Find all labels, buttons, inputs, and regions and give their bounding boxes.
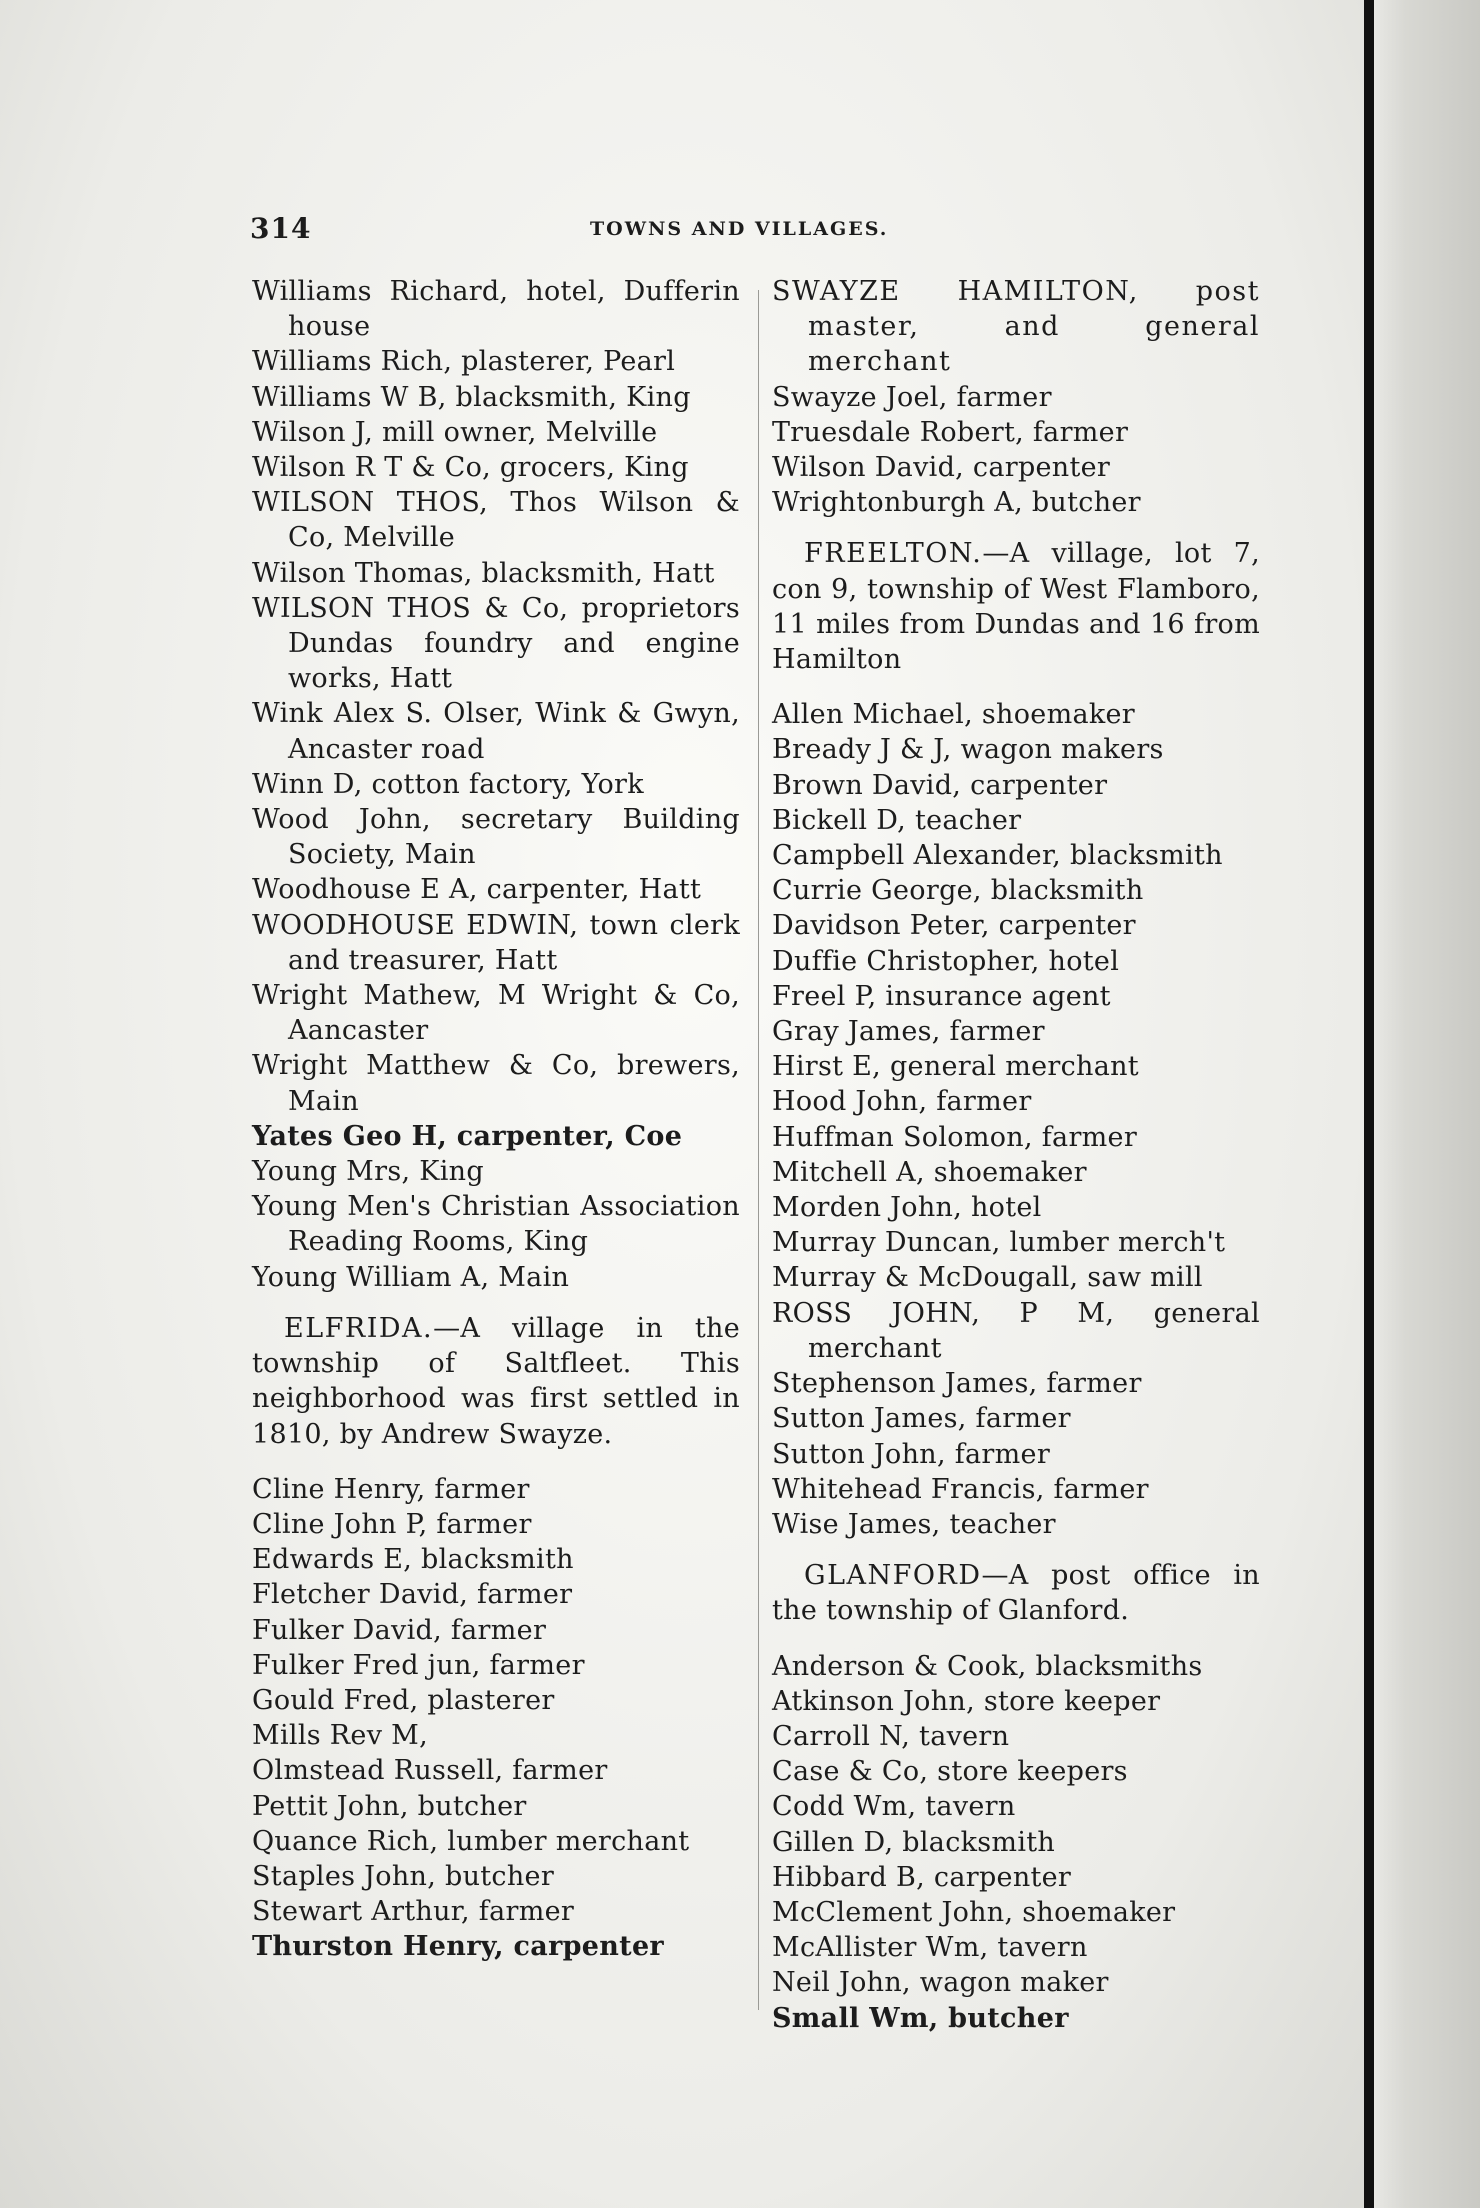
directory-entry: Fulker David, farmer: [252, 1614, 547, 1646]
directory-entry: Olmstead Russell, farmer: [252, 1755, 608, 1787]
directory-entry: Young Mrs, King: [252, 1156, 484, 1188]
right-column: [772, 274, 1260, 2036]
directory-entry: Wright Mathew, M Wright & Co, Aancaster: [252, 980, 740, 1047]
directory-entry: Stephenson James, farmer: [772, 1368, 1142, 1400]
directory-entry: Small Wm, butcher: [772, 2002, 1069, 2034]
section-title: ELFRIDA.: [284, 1312, 434, 1344]
directory-entry: Thurston Henry, carpenter: [252, 1931, 664, 1963]
page-number: 314: [250, 212, 312, 245]
directory-entry: Neil John, wagon maker: [772, 1967, 1109, 1999]
directory-entry: Sutton John, farmer: [772, 1438, 1051, 1470]
section-title: FREELTON.: [804, 538, 983, 570]
directory-entry: Sutton James, farmer: [772, 1403, 1071, 1435]
directory-entry: Yates Geo H, carpenter, Coe: [252, 1120, 683, 1152]
directory-entry: Mills Rev M,: [252, 1720, 428, 1752]
directory-entry: Fletcher David, farmer: [252, 1579, 573, 1611]
directory-entry: Wilson David, carpenter: [772, 452, 1111, 484]
directory-entry: Mitchell A, shoemaker: [772, 1156, 1087, 1188]
directory-entry: Quance Rich, lumber merchant: [252, 1825, 690, 1857]
directory-entry: Wilson Thomas, blacksmith, Hatt: [252, 557, 715, 589]
directory-entry: WILSON THOS, Thos Wilson & Co, Melville: [252, 487, 740, 554]
directory-entry: Wilson R T & Co, grocers, King: [252, 452, 689, 484]
directory-entry: WILSON THOS & Co, proprietors Dundas foundry and engine works, Hatt: [252, 592, 740, 695]
directory-entry: Allen Michael, shoemaker: [772, 699, 1136, 731]
directory-entry: Codd Wm, tavern: [772, 1791, 1016, 1823]
directory-entry: SWAYZE HAMILTON, post master, and general merchant: [772, 276, 1260, 378]
directory-entry: Bickell D, teacher: [772, 804, 1022, 836]
left-column: [252, 274, 740, 1965]
directory-entry: Carroll N, tavern: [772, 1720, 1010, 1752]
directory-entry: Swayze Joel, farmer: [772, 381, 1052, 413]
page-header: [250, 212, 1260, 248]
directory-entry: Wilson J, mill owner, Melville: [252, 416, 658, 448]
directory-entry: McAllister Wm, tavern: [772, 1932, 1088, 1964]
section-title: GLANFORD: [804, 1560, 982, 1592]
directory-entry: Woodhouse E A, carpenter, Hatt: [252, 874, 702, 906]
directory-entry: Cline John P, farmer: [252, 1508, 532, 1540]
directory-entry: McClement John, shoemaker: [772, 1896, 1176, 1928]
directory-entry: Gould Fred, plasterer: [252, 1684, 555, 1716]
directory-entry: Edwards E, blacksmith: [252, 1544, 574, 1576]
directory-entry: Stewart Arthur, farmer: [252, 1896, 575, 1928]
facing-page-margin: [1374, 0, 1480, 2208]
section-description: —A village, lot 7, con 9, township of West Flamboro, 11 miles from Dundas and 16 from Hamilton: [772, 538, 1260, 676]
running-head: TOWNS AND VILLAGES.: [590, 218, 889, 240]
section-description: —A post office in the township of Glanford.: [772, 1560, 1260, 1627]
directory-entry: Young William A, Main: [252, 1261, 570, 1293]
directory-entry: Davidson Peter, carpenter: [772, 910, 1136, 942]
directory-entry: Case & Co, store keepers: [772, 1756, 1128, 1788]
directory-entry: Cline Henry, farmer: [252, 1473, 530, 1505]
directory-entry: Hibbard B, carpenter: [772, 1861, 1072, 1893]
directory-entry: Wink Alex S. Olser, Wink & Gwyn, Ancaster road: [252, 698, 740, 765]
directory-entry: Anderson & Cook, blacksmiths: [772, 1650, 1203, 1682]
directory-entry: Wood John, secretary Building Society, Main: [252, 804, 740, 871]
directory-entry: Young Men's Christian Association Reading Rooms, King: [252, 1191, 740, 1258]
directory-entry: Wrightonburgh A, butcher: [772, 487, 1141, 519]
directory-entry: Pettit John, butcher: [252, 1790, 527, 1822]
directory-entry: Whitehead Francis, farmer: [772, 1473, 1149, 1505]
directory-entry: Hirst E, general merchant: [772, 1051, 1139, 1083]
directory-entry: Wise James, teacher: [772, 1508, 1056, 1540]
directory-entry: Williams Rich, plasterer, Pearl: [252, 346, 676, 378]
directory-entry: Huffman Solomon, farmer: [772, 1121, 1138, 1153]
directory-entry: Fulker Fred jun, farmer: [252, 1649, 585, 1681]
directory-entry: Winn D, cotton factory, York: [252, 768, 644, 800]
directory-entry: Murray Duncan, lumber merch't: [772, 1227, 1226, 1259]
directory-entry: Williams Richard, hotel, Dufferin house: [252, 276, 740, 343]
column-divider: [758, 290, 759, 2010]
directory-entry: Gray James, farmer: [772, 1016, 1045, 1048]
directory-entry: Morden John, hotel: [772, 1192, 1042, 1224]
directory-entry: Freel P, insurance agent: [772, 980, 1111, 1012]
section-freelton: [772, 536, 1260, 677]
directory-entry: Currie George, blacksmith: [772, 875, 1144, 907]
directory-entry: ROSS JOHN, P M, general merchant: [772, 1297, 1260, 1364]
directory-entry: Gillen D, blacksmith: [772, 1826, 1056, 1858]
directory-entry: Hood John, farmer: [772, 1086, 1032, 1118]
directory-entry: Staples John, butcher: [252, 1860, 555, 1892]
directory-entry: Truesdale Robert, farmer: [772, 416, 1129, 448]
directory-entry: Bready J & J, wagon makers: [772, 734, 1164, 766]
directory-entry: Williams W B, blacksmith, King: [252, 381, 691, 413]
directory-entry: Murray & McDougall, saw mill: [772, 1262, 1203, 1294]
section-glanford: [772, 1558, 1260, 1628]
section-description: —A village in the township of Saltfleet. This neighborhood was first settled in 1810, by Andrew Swayze.: [252, 1312, 740, 1450]
directory-entry: Brown David, carpenter: [772, 769, 1108, 801]
directory-entry: Wright Matthew & Co, brewers, Main: [252, 1050, 740, 1117]
directory-entry: Campbell Alexander, blacksmith: [772, 840, 1223, 872]
section-elfrida: [252, 1311, 740, 1452]
directory-entry: Duffie Christopher, hotel: [772, 945, 1120, 977]
directory-entry: WOODHOUSE EDWIN, town clerk and treasurer, Hatt: [252, 909, 740, 976]
page-binding-edge: [1364, 0, 1374, 2208]
directory-entry: Atkinson John, store keeper: [772, 1685, 1161, 1717]
